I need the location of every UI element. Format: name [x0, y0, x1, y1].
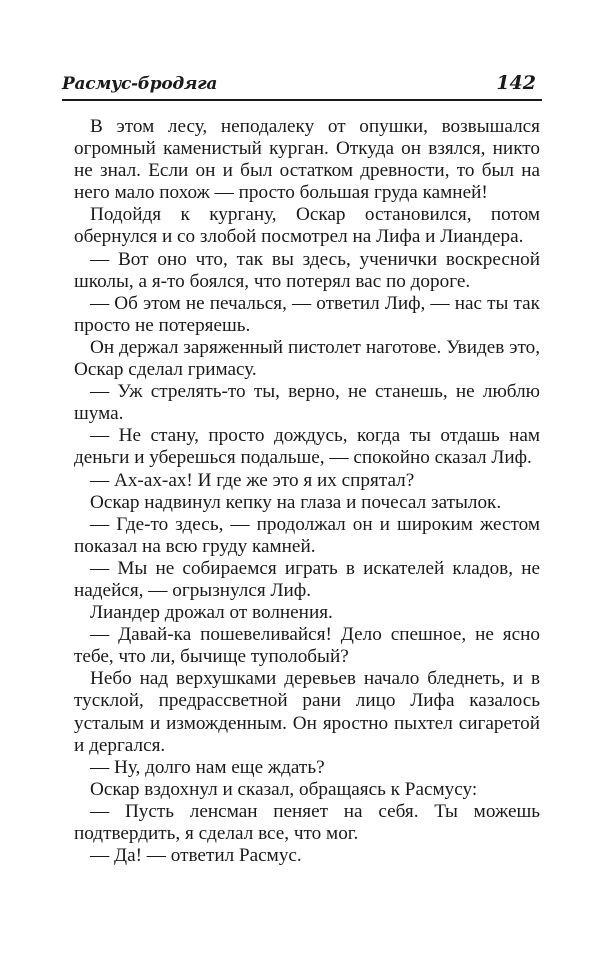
page-header: [62, 70, 542, 100]
paragraph: — Уж стрелять-то ты, верно, не станешь, не люблю шума.: [74, 381, 540, 425]
paragraph: Небо над верхушками деревьев начало бледнеть, и в тусклой, предрассветной рани лицо Лифа казалось усталым и изможденным. Он яростно пыхтел сигаретой и дергался.: [74, 668, 540, 756]
paragraph: — Ну, долго нам еще ждать?: [90, 756, 325, 778]
paragraph: Оскар вздохнул и сказал, обращаясь к Расмусу:: [90, 778, 478, 800]
paragraph: — Вот оно что, так вы здесь, ученички воскресной школы, а я-то боялся, что потерял вас по дороге.: [74, 248, 540, 292]
paragraph: — Об этом не печалься, — ответил Лиф, — нас ты так просто не потеряешь.: [74, 292, 540, 336]
body-text: [74, 116, 540, 867]
paragraph: — Ах-ах-ах! И где же это я их спрятал?: [90, 469, 415, 491]
paragraph: — Пусть ленсман пеняет на себя. Ты можешь подтвердить, я сделал все, что мог.: [74, 800, 540, 844]
paragraph: — Мы не собираемся играть в искателей кладов, не надейся, — огрызнулся Лиф.: [74, 557, 540, 601]
paragraph: Оскар надвинул кепку на глаза и почесал затылок.: [90, 491, 502, 513]
paragraph: — Где-то здесь, — продолжал он и широким жестом показал на всю груду камней.: [74, 513, 540, 557]
paragraph: — Давай-ка пошевеливайся! Дело спешное, не ясно тебе, что ли, бычище туполобый?: [74, 624, 540, 668]
paragraph: Он держал заряженный пистолет наготове. Увидев это, Оскар сделал гримасу.: [74, 336, 540, 381]
paragraph: Подойдя к кургану, Оскар остановился, потом обернулся и со злобой посмотрел на Лифа и Лиандера.: [74, 204, 540, 248]
paragraph: — Да! — ответил Расмус.: [90, 845, 302, 867]
running-title: Расмус-бродяга: [62, 74, 218, 94]
page-number: 142: [496, 72, 536, 94]
paragraph: Лиандер дрожал от волнения.: [90, 602, 333, 624]
paragraph: В этом лесу, неподалеку от опушки, возвышался огромный каменистый курган. Откуда он взялся, никто не знал. Если он и был остатком древности, то был на него мало похож — просто большая груда камней!: [74, 116, 540, 204]
paragraph: — Не стану, просто дождусь, когда ты отдашь нам деньги и уберешься подальше, — спокойно сказал Лиф.: [74, 425, 540, 469]
header-rule: [62, 99, 542, 101]
